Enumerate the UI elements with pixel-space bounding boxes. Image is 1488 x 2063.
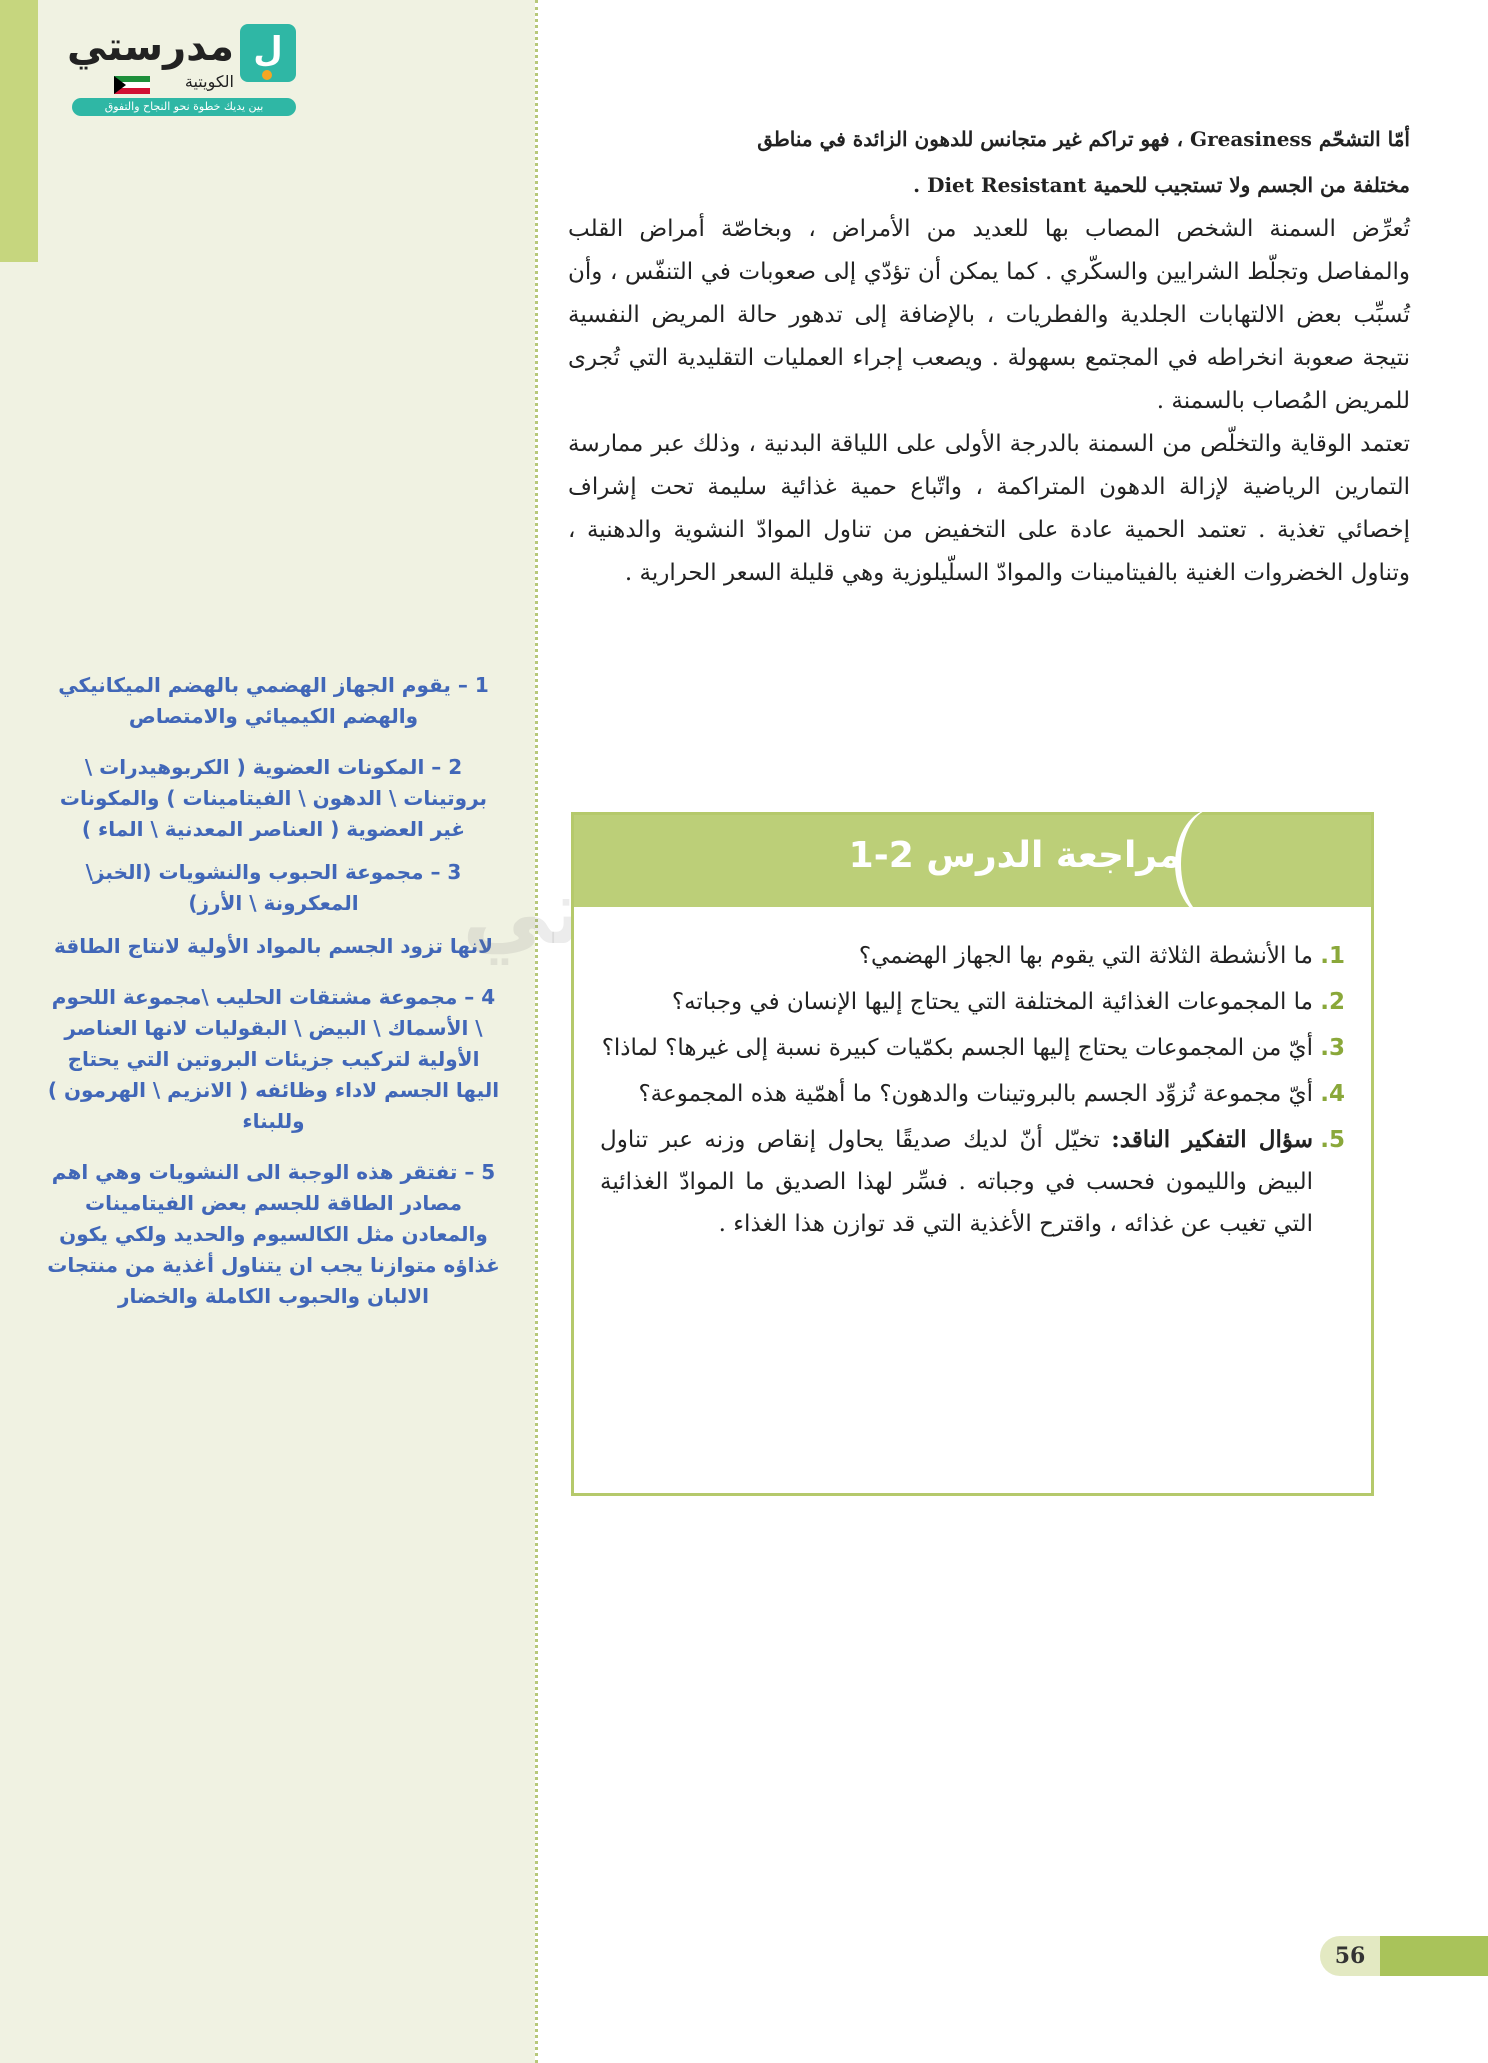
answer-2: 2 – المكونات العضوية ( الكربوهيدرات \ بروتينات \ الدهون \ الفيتامينات ) والمكونات غير العضوية ( العناصر المعدنية \ الماء ) [59,755,488,841]
review-question [600,1119,1345,1245]
question-text: ما الأنشطة الثلاثة التي يقوم بها الجهاز الهضمي؟ [858,943,1313,969]
logo-mark-icon [240,24,296,82]
answer-3: 3 – مجموعة الحبوب والنشويات (الخبز\ المعكرونة \ الأرز) [85,860,462,915]
review-question [600,1073,1345,1115]
logo-mark-glyph: ل [253,30,283,70]
answer-1: 1 – يقوم الجهاز الهضمي بالهضم الميكانيكي والهضم الكيميائي والامتصاص [58,673,489,728]
site-logo[interactable] [68,20,300,120]
logo-title: مدرستي [66,24,234,70]
question-number: 1. [1320,943,1345,969]
question-text: تخيّل أنّ لديك صديقًا يحاول إنقاص وزنه عبر تناول البيض والليمون فحسب في وجباته . فسِّر لهذا الصديق ما الموادّ الغذائية التي تغيب عن غذائه ، واقترح الأغذية التي قد توازن هذا الغذاء . [600,1127,1313,1237]
question-text: أيّ مجموعة تُزوِّد الجسم بالبروتينات والدهون؟ ما أهمّية هذه المجموعة؟ [638,1081,1313,1107]
answer-4: 4 – مجموعة مشتقات الحليب \مجموعة اللحوم \ الأسماك \ البيض \ البقوليات لانها العناصر الأولية لتركيب جزيئات البروتين التي يحتاج اليها الجسم لاداء وظائفه ( الانزيم \ الهرمون ) وللبناء [47,985,500,1133]
lesson-review-box [571,812,1374,1496]
question-text: ما المجموعات الغذائية المختلفة التي يحتاج إليها الإنسان في وجباته؟ [671,989,1313,1015]
review-question [600,935,1345,977]
intro-line-1: أمّا التشحّم Greasiness ، فهو تراكم غير متجانس للدهون الزائدة في مناطق [757,127,1410,151]
question-number: 3. [1320,1035,1345,1061]
question-number: 4. [1320,1081,1345,1107]
lesson-body [568,116,1410,595]
page-divider [535,0,538,2063]
review-header-curve [1175,809,1251,919]
paragraph-prevention: تعتمد الوقاية والتخلّص من السمنة بالدرجة الأولى على اللياقة البدنية ، وذلك عبر ممارسة التمارين الرياضية لإزالة الدهون المتراكمة ، واتّباع حمية غذائية سليمة تحت إشراف إخصائي تغذية . تعتمد الحمية عادة على التخفيض من تناول الموادّ النشوية والدهنية ، وتناول الخضروات الغنية بالفيتامينات والموادّ السلّيلوزية وهي قليلة السعر الحرارية . [568,431,1410,586]
page-number-bar [1380,1936,1488,1976]
logo-subtitle: الكويتية [184,72,234,91]
review-question [600,981,1345,1023]
question-number: 5. [1320,1127,1345,1153]
review-questions [600,935,1345,1249]
paragraph-obesity-effects: تُعرِّض السمنة الشخص المصاب بها للعديد من الأمراض ، وبخاصّة أمراض القلب والمفاصل وتجلّط الشرايين والسكّري . كما يمكن أن تؤدّي إلى صعوبات في التنفّس ، وأن تُسبِّب بعض الالتهابات الجلدية والفطريات ، بالإضافة إلى تدهور حالة المريض النفسية نتيجة صعوبة انخراطه في المجتمع بسهولة . ويصعب إجراء العمليات التقليدية التي تُجرى للمريض المُصاب بالسمنة . [568,216,1410,414]
answer-sidebar [0,0,535,2063]
intro-line-2: مختلفة من الجسم ولا تستجيب للحمية Diet Resistant . [913,173,1410,197]
review-title: مراجعة الدرس 2-1 [848,835,1181,876]
question-number: 2. [1320,989,1345,1015]
review-header [574,815,1371,907]
question-text: أيّ من المجموعات يحتاج إليها الجسم بكمّيات كبيرة نسبة إلى غيرها؟ لماذا؟ [601,1035,1313,1061]
page-number: 56 [1320,1936,1380,1976]
sidebar-accent-bar [0,0,38,262]
answer-5: 5 – تفتقر هذه الوجبة الى النشويات وهي اهم مصادر الطاقة للجسم بعض الفيتامينات والمعادن مثل الكالسيوم والحديد ولكي يكون غذاؤه متوازنا يجب ان يتناول أغذية من منتجات الالبان والحبوب الكاملة والخضار [47,1160,500,1308]
handwritten-answers [46,670,501,1332]
answer-3-reason: لانها تزود الجسم بالمواد الأولية لانتاج الطاقة [53,934,493,958]
logo-tagline: بين يديك خطوة نحو النجاح والتفوق [72,98,296,116]
kuwait-flag-icon [114,76,150,94]
question-label: سؤال التفكير الناقد: [1111,1126,1314,1153]
review-question [600,1027,1345,1069]
